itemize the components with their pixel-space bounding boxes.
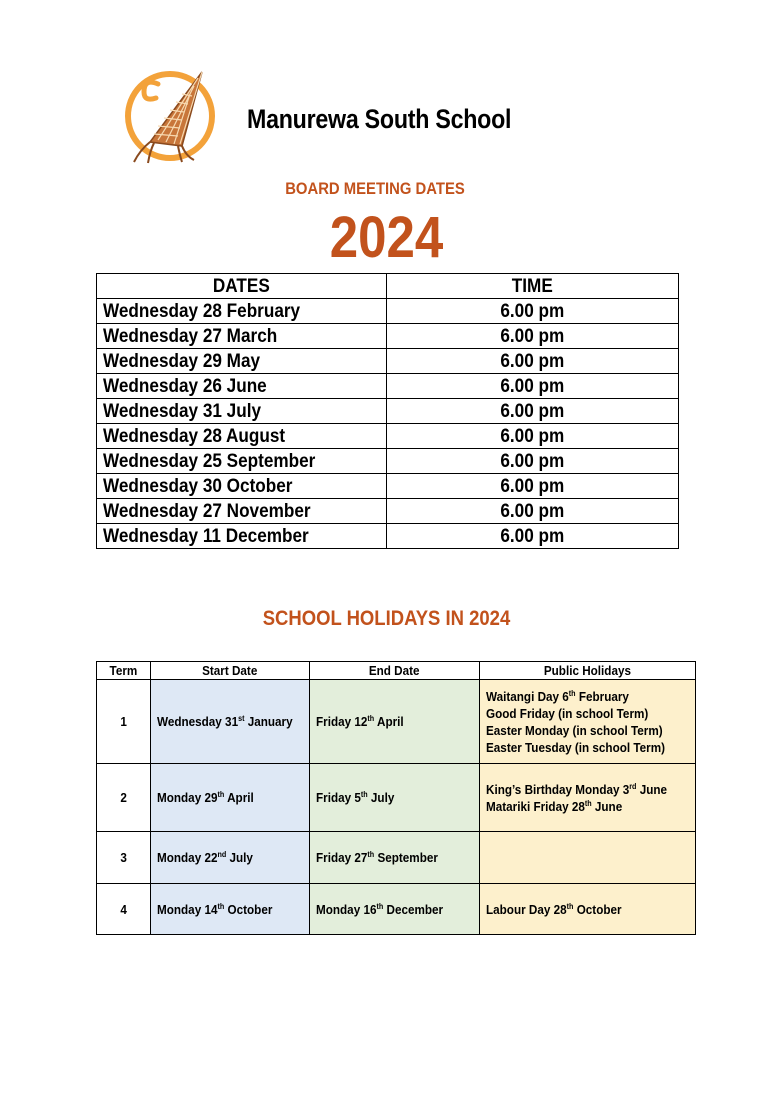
meeting-date: Wednesday 25 September xyxy=(97,449,387,474)
board-meeting-subtitle: BOARD MEETING DATES xyxy=(285,180,465,198)
start-date-header: Start Date xyxy=(151,662,310,680)
year-heading: 2024 xyxy=(329,205,444,270)
meeting-time: 6.00 pm xyxy=(387,499,679,524)
public-holiday-item: Good Friday (in school Term) xyxy=(486,705,649,721)
term-number: 3 xyxy=(97,832,151,884)
table-row xyxy=(97,449,679,474)
meeting-date: Wednesday 27 November xyxy=(97,499,387,524)
public-holiday-item: King’s Birthday Monday 3rd June xyxy=(486,781,668,797)
term-number: 4 xyxy=(97,884,151,935)
meeting-date: Wednesday 26 June xyxy=(97,374,387,399)
meeting-time: 6.00 pm xyxy=(387,374,679,399)
table-row xyxy=(97,299,679,324)
start-date-cell xyxy=(151,832,310,884)
table-row xyxy=(97,324,679,349)
meeting-date: Wednesday 31 July xyxy=(97,399,387,424)
end-date: Friday 27th September xyxy=(316,850,438,865)
public-holiday-item: Labour Day 28th October xyxy=(486,901,622,917)
start-date-cell xyxy=(151,764,310,832)
table-header-row xyxy=(97,662,696,680)
table-row xyxy=(97,374,679,399)
meeting-time: 6.00 pm xyxy=(387,474,679,499)
start-date-cell xyxy=(151,884,310,935)
table-header-row xyxy=(97,274,679,299)
term-header: Term xyxy=(97,662,151,680)
meeting-date: Wednesday 30 October xyxy=(97,474,387,499)
public-holiday-item: Easter Tuesday (in school Term) xyxy=(486,739,666,755)
start-date: Monday 14th October xyxy=(157,901,273,917)
end-date: Friday 12th April xyxy=(316,714,404,729)
meeting-time: 6.00 pm xyxy=(387,349,679,374)
meeting-time: 6.00 pm xyxy=(387,449,679,474)
meeting-time: 6.00 pm xyxy=(387,399,679,424)
end-date: Monday 16th December xyxy=(316,901,444,917)
end-date-cell xyxy=(310,680,480,764)
meeting-date: Wednesday 29 May xyxy=(97,349,387,374)
table-row xyxy=(97,474,679,499)
public-holidays-cell xyxy=(480,832,696,884)
school-holidays-title: SCHOOL HOLIDAYS IN 2024 xyxy=(262,607,511,630)
meeting-time: 6.00 pm xyxy=(387,324,679,349)
school-holidays-table xyxy=(96,661,696,935)
meeting-date: Wednesday 28 February xyxy=(97,299,387,324)
meeting-date: Wednesday 11 December xyxy=(97,524,387,549)
table-row xyxy=(97,680,696,764)
end-date-cell xyxy=(310,884,480,935)
table-row xyxy=(97,399,679,424)
dates-header: DATES xyxy=(97,274,387,299)
table-row xyxy=(97,499,679,524)
meeting-time: 6.00 pm xyxy=(387,299,679,324)
meeting-time: 6.00 pm xyxy=(387,424,679,449)
time-header: TIME xyxy=(387,274,679,299)
public-holiday-item: Waitangi Day 6th February xyxy=(486,688,629,704)
start-date: Monday 22nd July xyxy=(157,850,253,865)
end-date-cell xyxy=(310,832,480,884)
school-logo xyxy=(118,64,218,168)
public-holiday-item: Matariki Friday 28th June xyxy=(486,798,623,814)
public-holidays-cell xyxy=(480,764,696,832)
public-holidays-cell xyxy=(480,884,696,935)
end-date-header: End Date xyxy=(310,662,480,680)
school-name: Manurewa South School xyxy=(247,104,512,134)
term-number: 1 xyxy=(97,680,151,764)
public-holidays-cell xyxy=(480,680,696,764)
public-holidays-header: Public Holidays xyxy=(480,662,696,680)
board-meeting-table xyxy=(96,273,679,549)
term-number: 2 xyxy=(97,764,151,832)
meeting-date: Wednesday 27 March xyxy=(97,324,387,349)
end-date: Friday 5th July xyxy=(316,790,395,805)
end-date-cell xyxy=(310,764,480,832)
start-date: Monday 29th April xyxy=(157,790,254,805)
table-row xyxy=(97,832,696,884)
meeting-time: 6.00 pm xyxy=(387,524,679,549)
table-row xyxy=(97,884,696,935)
table-row xyxy=(97,764,696,832)
table-row xyxy=(97,349,679,374)
table-row xyxy=(97,424,679,449)
meeting-date: Wednesday 28 August xyxy=(97,424,387,449)
start-date-cell xyxy=(151,680,310,764)
start-date: Wednesday 31st January xyxy=(157,714,293,729)
table-row xyxy=(97,524,679,549)
public-holiday-item: Easter Monday (in school Term) xyxy=(486,722,663,738)
